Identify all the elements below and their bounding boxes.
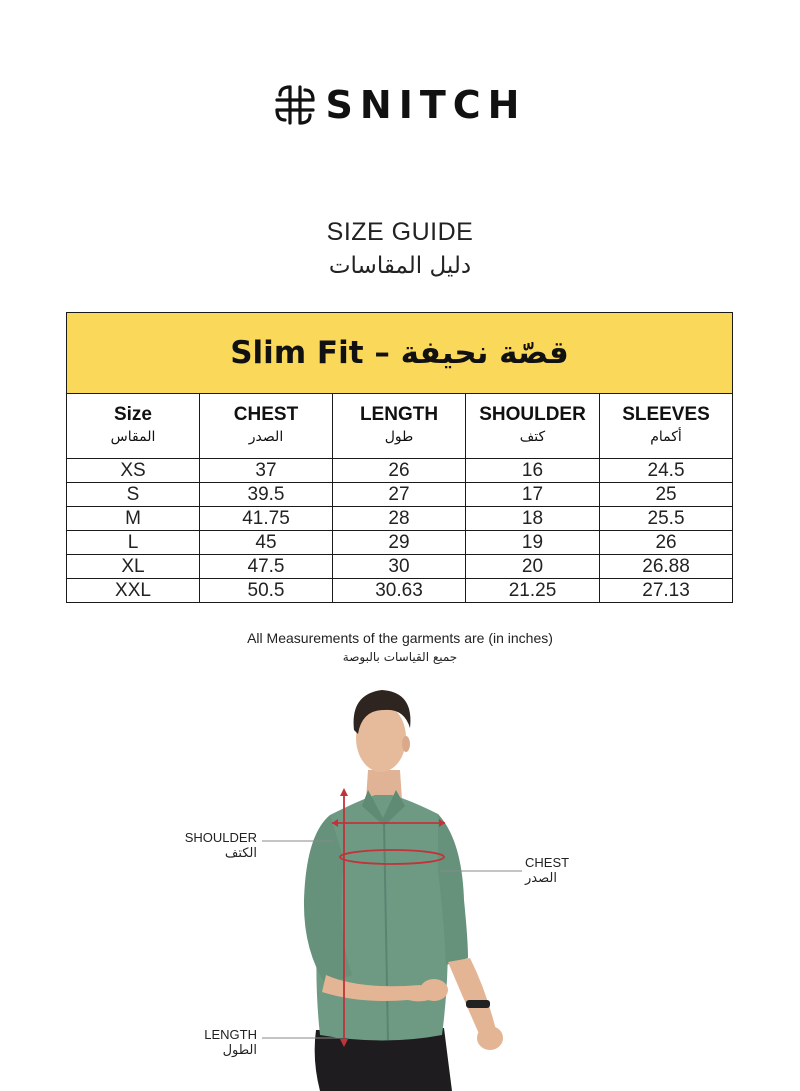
shoulder-cell: 21.25	[466, 579, 600, 603]
size-guide-title-arabic: دليل المقاسات	[328, 253, 472, 279]
length-cell: 30.63	[333, 579, 466, 603]
length-cell: 27	[333, 483, 466, 507]
brand-header	[0, 80, 800, 130]
length-cell: 30	[333, 555, 466, 579]
table-header-row	[67, 394, 733, 459]
table-row	[67, 483, 733, 507]
chest-cell: 45	[200, 531, 333, 555]
shoulder-cell: 20	[466, 555, 600, 579]
snitch-logo-icon	[274, 84, 316, 126]
chest-callout-label-arabic: الصدر	[525, 871, 557, 886]
size-chart-table	[66, 312, 733, 603]
size-cell: XXL	[67, 579, 200, 603]
size-cell: S	[67, 483, 200, 507]
length-callout-label-arabic: الطول	[222, 1043, 257, 1058]
size-guide-title: SIZE GUIDE	[326, 218, 474, 246]
sleeves-cell: 27.13	[600, 579, 733, 603]
size-cell: XS	[67, 459, 200, 483]
table-row	[67, 531, 733, 555]
length-callout	[160, 1027, 257, 1059]
sleeves-cell: 26	[600, 531, 733, 555]
shoulder-cell: 17	[466, 483, 600, 507]
shoulder-cell: 19	[466, 531, 600, 555]
table-row	[67, 507, 733, 531]
sleeves-cell: 25.5	[600, 507, 733, 531]
brand-name: SNITCH	[325, 83, 527, 127]
chest-cell: 41.75	[200, 507, 333, 531]
shoulder-callout-label-arabic: الكتف	[224, 846, 257, 861]
table-row	[67, 459, 733, 483]
model-illustration	[304, 690, 503, 1091]
size-cell: XL	[67, 555, 200, 579]
size-cell: L	[67, 531, 200, 555]
size-cell: M	[67, 507, 200, 531]
length-cell: 28	[333, 507, 466, 531]
fit-label: Slim Fit – قصّة نحيفة	[67, 313, 733, 394]
shoulder-cell: 18	[466, 507, 600, 531]
sleeves-cell: 24.5	[600, 459, 733, 483]
chest-callout-label: CHEST	[525, 855, 570, 870]
shoulder-callout	[160, 830, 257, 862]
table-row	[67, 579, 733, 603]
model-measurement-figure	[0, 680, 800, 1091]
length-cell: 26	[333, 459, 466, 483]
measurement-note-arabic: جميع القياسات بالبوصة	[342, 650, 458, 664]
column-header-length: LENGTH طول	[333, 394, 466, 459]
column-header-sleeves: SLEEVES أكمام	[600, 394, 733, 459]
shoulder-callout-label: SHOULDER	[184, 830, 257, 845]
length-callout-label: LENGTH	[204, 1027, 257, 1042]
shoulder-cell: 16	[466, 459, 600, 483]
column-header-size: Size المقاس	[67, 394, 200, 459]
chest-cell: 39.5	[200, 483, 333, 507]
chest-cell: 47.5	[200, 555, 333, 579]
table-row	[67, 555, 733, 579]
column-header-chest: CHEST الصدر	[200, 394, 333, 459]
measurement-note: All Measurements of the garments are (in inches)	[247, 630, 553, 646]
chest-cell: 37	[200, 459, 333, 483]
length-cell: 29	[333, 531, 466, 555]
sleeves-cell: 26.88	[600, 555, 733, 579]
chest-callout	[525, 855, 615, 887]
sleeves-cell: 25	[600, 483, 733, 507]
chest-cell: 50.5	[200, 579, 333, 603]
column-header-shoulder: SHOULDER كتف	[466, 394, 600, 459]
